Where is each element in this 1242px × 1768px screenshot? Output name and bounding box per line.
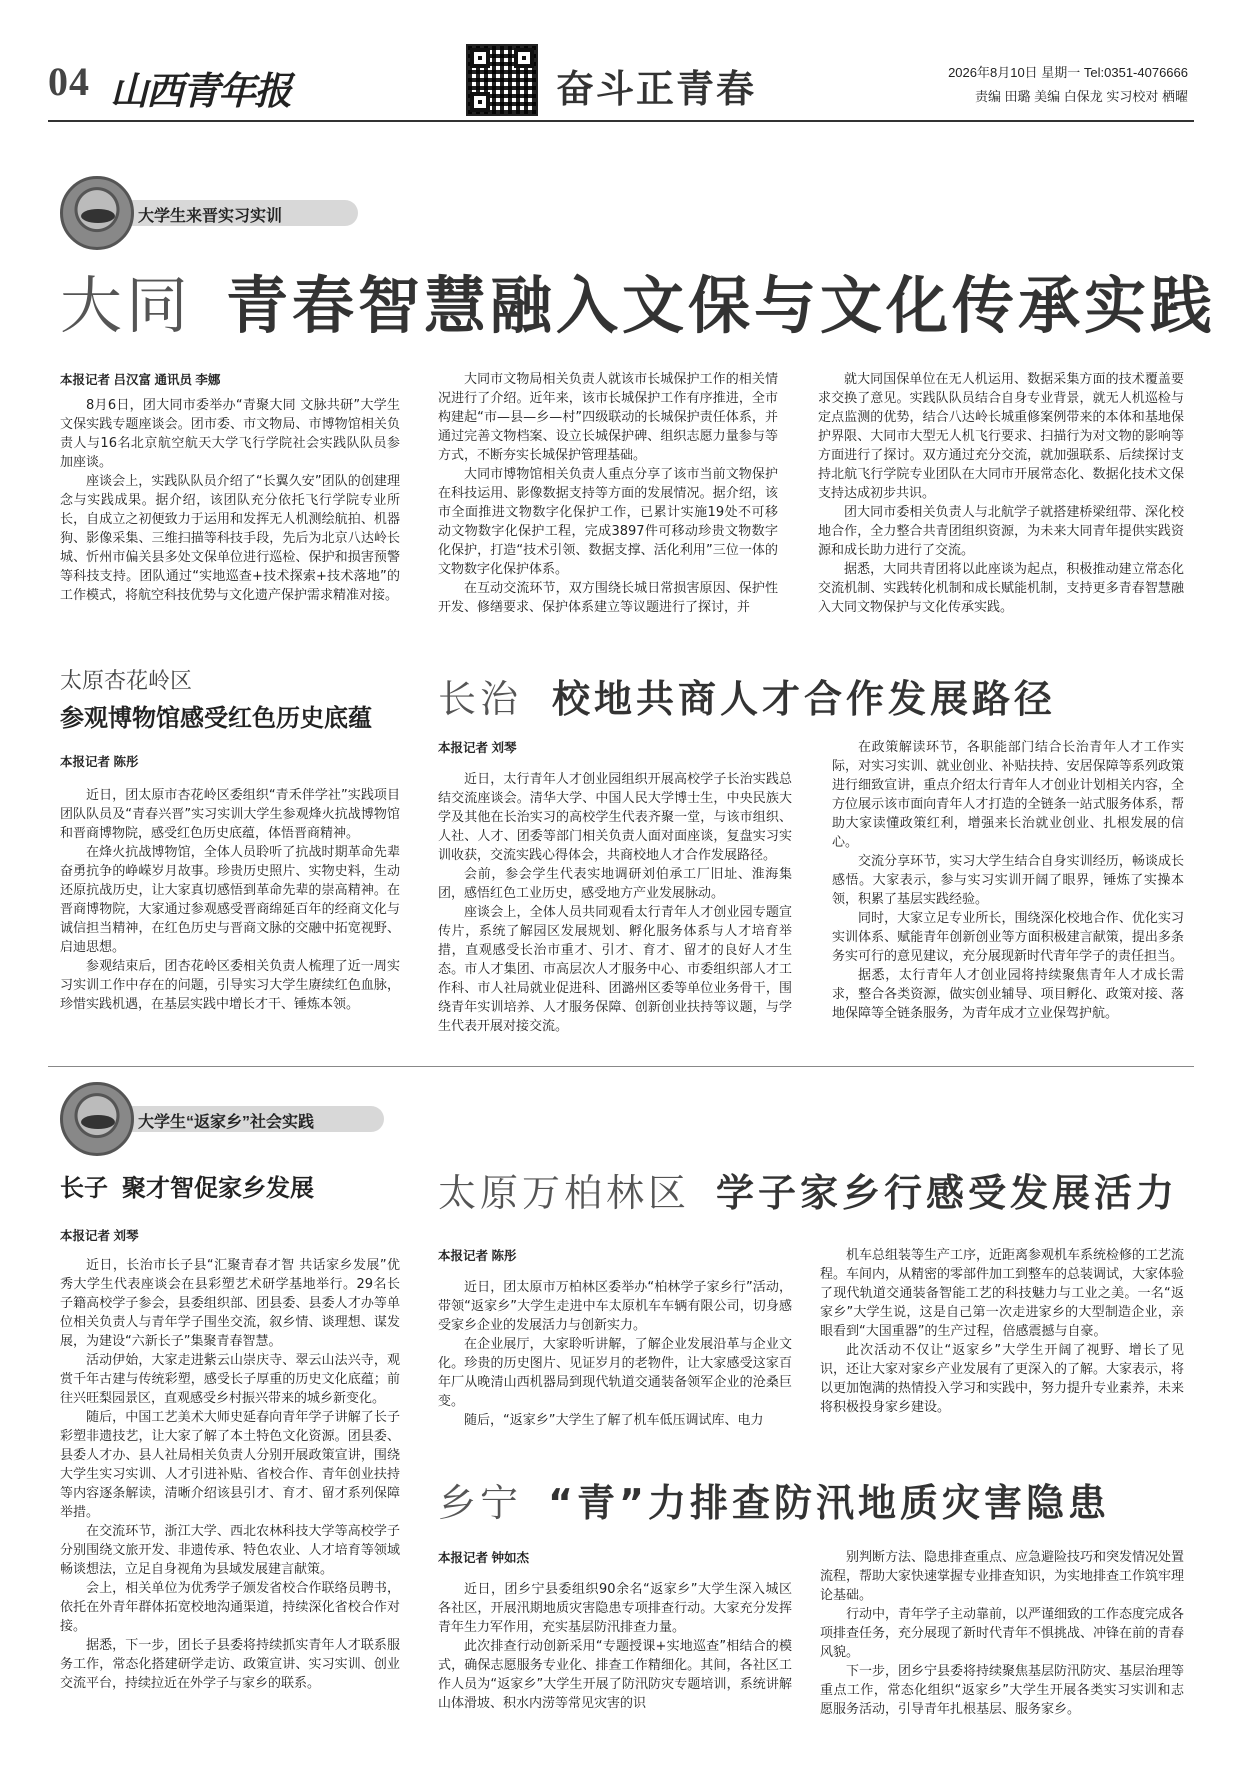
article6-headline [438,1472,1110,1527]
article5-column-1 [438,1278,792,1430]
header-rule [48,120,1194,122]
paragraph: 大同市文物局相关负责人就该市长城保护工作的相关情况进行了介绍。近年来，该市长城保护工作有序推进，全市构建起“市—县—乡—村”四级联动的长城保护责任体系，并通过完善文物档案、设立长城保护碑、组织志愿力量参与等方式，不断夯实长城保护管理基础。 [438,372,778,463]
paragraph: 近日，太行青年人才创业园组织开展高校学子长治实践总结交流座谈会。清华大学、中国人民大学博士生，中央民族大学及其他在长治实习的高校学生代表齐聚一堂，与该市组织、人社、人才、团委等部门相关负责人面对面座谈，复盘实习实训收获，交流实践心得体会，共商校地人才合作发展路径。 [438,772,792,863]
paragraph: 下一步，团乡宁县委将持续聚焦基层防汛防灾、基层治理等重点工作，常态化组织“返家乡”大学生开展各类实习实训和志愿服务活动，引导青年扎根基层、服务家乡。 [820,1664,1185,1717]
article1-column-3 [818,370,1184,617]
date-line: 2026年8月10日 星期一 Tel:0351-4076666 [948,65,1188,80]
paragraph: 参观结束后，团杏花岭区委相关负责人梳理了近一周实习实训工作中存在的问题，引导实习大学生赓续红色血脉，珍惜实践机遇，在基层实践中增长才干、锤炼本领。 [60,959,400,1012]
paragraph: 随后，“返家乡”大学生了解了机车低压调试库、电力 [464,1413,764,1428]
paragraph: 据悉，下一步，团长子县委将持续抓实青年人才联系服务工作，常态化搭建研学走访、政策宣讲、实习实训、创业交流平台，持续拉近在外学子与家乡的联系。 [60,1638,400,1691]
paragraph: 此次活动不仅让“返家乡”大学生开阔了视野、增长了见识，还让大家对家乡产业发展有了更深入的了解。大家表示，将以更加饱满的热情投入学习和实践中，努力提升专业素养，未来将积极投身家乡建设。 [820,1343,1185,1415]
paragraph: 座谈会上，实践队队员介绍了“长翼久安”团队的创建理念与实践成果。据介绍，该团队充分依托飞行学院专业所长，自成立之初便致力于运用和发挥无人机测绘航拍、机器狗、影像采集、三维扫描等科技手段，先后为北京八达岭长城、忻州市偏关县多处文保单位进行巡检、保护和损害预警等科技支持。团队通过“实地巡查+技术探索+技术落地”的工作模式，将航空科技优势与文化遗产保护需求精准对接。 [60,474,400,603]
article5-headline [438,1162,1178,1217]
section-tag: 大学生来晋实习实训 [108,200,358,226]
article6-byline: 本报记者 钟如杰 [438,1551,529,1565]
paragraph: 大同市博物馆相关负责人重点分享了该市当前文物保护在科技运用、影像数据支持等方面的发展情况。据介绍，该市全面推进文物数字化保护工作，已累计实施19处不可移动文物数字化保护工程，完成3897件可移动珍贵文物数字化保护，打造“技术引领、数据支撑、活化利用”三位一体的文物数字化保护体系。 [438,467,778,577]
article5-location: 太原万柏林区 [438,1171,691,1215]
page-number: 04 [48,59,90,104]
paragraph: 据悉，太行青年人才创业园将持续聚焦青年人才成长需求，整合各类资源，做实创业辅导、项目孵化、政策对接、落地保障等全链条服务，为青年成才立业保驾护航。 [832,968,1184,1021]
paragraph: 交流分享环节，实习大学生结合自身实训经历，畅谈成长感悟。大家表示，参与实习实训开阔了眼界，锤炼了实操本领，积累了基层实践经验。 [832,854,1184,907]
section-tag-2: 大学生“返家乡”社会实践 [108,1106,384,1132]
paragraph: 就大同国保单位在无人机运用、数据采集方面的技术覆盖要求交换了意见。实践队队员结合自身专业背景，就无人机巡检与定点监测的优势，结合八达岭长城重修案例带来的本体和基地保护界限、大同市大型无人机飞行要求、扫描行为对文物的影响等方面进行了探讨。双方通过充分交流，就加强联系、后续探讨支持北航飞行学院专业团队在大同市开展常态化、数据化技术文保支持达成初步共识。 [818,372,1184,501]
qr-code-icon [466,44,538,116]
article3-headline [438,668,1056,723]
article2-byline: 本报记者 陈彤 [60,755,139,769]
paragraph: 在互动交流环节，双方围绕长城日常损害原因、保护性开发、修缮要求、保护体系建立等议题进行了探讨，并 [438,581,778,615]
paragraph: 在政策解读环节，各职能部门结合长治青年人才工作实际，对实习实训、就业创业、补贴扶持、安居保障等系列政策进行细致宣讲，重点介绍太行青年人才创业计划相关内容，全方位展示该市面向青年人才打造的全链条一站式服务体系，帮助大家读懂政策红利，增强来长治就业创业、扎根发展的信心。 [832,740,1184,850]
article1-headline [60,256,1217,345]
article3-location: 长治 [438,677,523,721]
paragraph: 近日，团乡宁县委组织90余名“返家乡”大学生深入城区各社区，开展汛期地质灾害隐患专项排查行动。大家充分发挥青年生力军作用，充实基层防汛排查力量。 [438,1582,792,1635]
article4-title: 聚才智促家乡发展 [122,1174,314,1202]
youth-logo-icon-2 [60,1082,134,1156]
article6-column-1 [438,1580,792,1713]
paragraph: 近日，团太原市杏花岭区委组织“青禾伴学社”实践项目团队队员及“青春兴晋”实习实训大学生参观烽火抗战博物馆和晋商博物院，感受红色历史底蕴，体悟晋商精神。 [60,788,400,841]
article4-location: 长子 [60,1174,108,1202]
paragraph: 别判断方法、隐患排查重点、应急避险技巧和突发情况处置流程，帮助大家快速掌握专业排查知识，为实地排查工作筑牢理论基础。 [820,1550,1185,1603]
paragraph: 行动中，青年学子主动靠前，以严谨细致的工作态度完成各项排查任务，充分展现了新时代青年不惧挑战、冲锋在前的青春风貌。 [820,1607,1185,1660]
paragraph: 在烽火抗战博物馆，全体人员聆听了抗战时期革命先辈奋勇抗争的峥嵘岁月故事。珍贵历史照片、实物史料，生动还原抗战历史，让大家真切感悟到革命先辈的崇高精神。在晋商博物院，大家通过参观感受晋商绵延百年的经商文化与诚信担当精神，在红色历史与晋商文脉的交融中拓宽视野、启迪思想。 [60,845,400,955]
article4-byline: 本报记者 刘琴 [60,1229,139,1243]
article1-byline: 本报记者 吕汉富 通讯员 李娜 [60,373,221,387]
article1-location: 大同 [60,269,193,342]
section-title: 奋斗正青春 [556,66,757,111]
article4-body [60,1256,400,1693]
article5-title: 学子家乡行感受发展活力 [716,1171,1179,1215]
article2-body [60,786,400,1014]
newspaper-logo: 山西青年报 [110,68,291,113]
paragraph: 活动伊始，大家走进紫云山崇庆寺、翠云山法兴寺，观赏千年古建与传统彩塑，感受长子厚重的历史文化底蕴；前往兴旺梨园景区，直观感受乡村振兴带来的城乡新变化。 [60,1353,400,1406]
article3-column-2 [832,738,1184,1023]
paragraph: 座谈会上，全体人员共同观看太行青年人才创业园专题宣传片，系统了解园区发展规划、孵化服务体系与人才培育举措，直观感受长治市重才、引才、育才、留才的良好人才生态。市人才集团、市高层次人才服务中心、市委组织部人才工作科、市人社局就业促进科、团潞州区委等单位业务骨干，围绕青年实训培养、人才服务保障、创新创业扶持等议题，与学生代表开展对接交流。 [438,905,792,1034]
article3-title: 校地共商人才合作发展路径 [552,677,1057,721]
article1-column-1 [60,396,400,605]
editor-credits: 责编 田璐 美编 白保龙 实习校对 栖曜 [974,89,1188,104]
paragraph: 同时，大家立足专业所长，围绕深化校地合作、优化实习实训体系、赋能青年创新创业等方面积极建言献策，提出多条务实可行的意见建议，充分展现新时代青年学子的责任担当。 [832,911,1184,964]
paragraph: 机车总组装等生产工序，近距离参观机车系统检修的工艺流程。车间内，从精密的零部件加工到整车的总装调试，大家体验了现代轨道交通装备智能工艺的科技魅力与工业之美。一名“返家乡”大学生说，这是自己第一次走进家乡的大型制造企业，亲眼看到“大国重器”的生产过程，倍感震撼与自豪。 [820,1248,1185,1339]
section-divider [48,1066,1194,1067]
paragraph: 8月6日，团大同市委举办“青聚大同 文脉共研”大学生文保实践专题座谈会。团市委、市文物局、市博物馆相关负责人与16名北京航空航天大学飞行学院社会实践队队员参加座谈。 [60,398,400,470]
paragraph: 此次排查行动创新采用“专题授课+实地巡查”相结合的模式，确保志愿服务专业化、排查工作精细化。其间，各社区工作人员为“返家乡”大学生开展了防汛防灾专题培训，系统讲解山体滑坡、积水内涝等常见灾害的识 [438,1639,792,1711]
article6-title: “青”力排查防汛地质灾害隐患 [548,1481,1110,1525]
paragraph: 近日，团太原市万柏林区委举办“柏林学子家乡行”活动，带领“返家乡”大学生走进中车太原机车车辆有限公司，切身感受家乡企业的发展活力与创新实力。 [438,1280,792,1333]
paragraph: 近日，长治市长子县“汇聚青春才智 共话家乡发展”优秀大学生代表座谈会在县彩塑艺术研学基地举行。29名长子籍高校学子参会，县委组织部、团县委、县委人才办等单位相关负责人与青年学子围坐交流，叙乡情、谈理想、谋发展，为建设“六新长子”集聚青春智慧。 [60,1258,400,1349]
article1-column-2 [438,370,778,617]
paragraph: 在企业展厅，大家聆听讲解，了解企业发展沿革与企业文化。珍贵的历史图片、见证岁月的老物件，让大家感受这家百年厂从晚清山西机器局到现代轨道交通装备领军企业的沧桑巨变。 [438,1337,792,1409]
article3-column-1 [438,770,792,1036]
youth-logo-icon [60,176,134,250]
paragraph: 据悉，大同共青团将以此座谈为起点，积极推动建立常态化交流机制、实践转化机制和成长赋能机制，支持更多青春智慧融入大同文物保护与文化传承实践。 [818,562,1184,615]
article4-headline [60,1168,314,1203]
article1-title: 青春智慧融入文保与文化传承实践 [226,269,1217,342]
article6-location: 乡宁 [438,1481,523,1525]
paragraph: 会前，参会学生代表实地调研刘伯承工厂旧址、淮海集团，感悟红色工业历史，感受地方产业发展脉动。 [438,867,792,901]
article2-location: 太原杏花岭区 [60,669,193,694]
article3-byline: 本报记者 刘琴 [438,741,517,755]
paragraph: 随后，中国工艺美术大师史延春向青年学子讲解了长子彩塑非遗技艺，让大家了解了本土特色文化资源。团县委、县委人才办、县人社局相关负责人分别开展政策宣讲，围绕大学生实习实训、人才引进补贴、省校合作、青年创业扶持等内容逐条解读，清晰介绍该县引才、育才、留才系列保障举措。 [60,1410,400,1520]
article2-title: 参观博物馆感受红色历史底蕴 [60,704,372,732]
article5-byline: 本报记者 陈彤 [438,1249,517,1263]
article6-column-2 [820,1548,1184,1719]
paragraph: 团大同市委相关负责人与北航学子就搭建桥梁纽带、深化校地合作，全力整合共青团组织资源，为未来大同青年提供实践资源和成长助力进行了交流。 [818,505,1184,558]
article5-column-2 [820,1246,1184,1417]
paragraph: 在交流环节，浙江大学、西北农林科技大学等高校学子分别围绕文旅开发、非遗传承、特色农业、人才培育等领域畅谈想法，立足自身视角为县域发展建言献策。 [60,1524,400,1577]
paragraph: 会上，相关单位为优秀学子颁发省校合作联络员聘书，依托在外青年群体拓宽校地沟通渠道，持续深化省校合作对接。 [60,1581,400,1634]
